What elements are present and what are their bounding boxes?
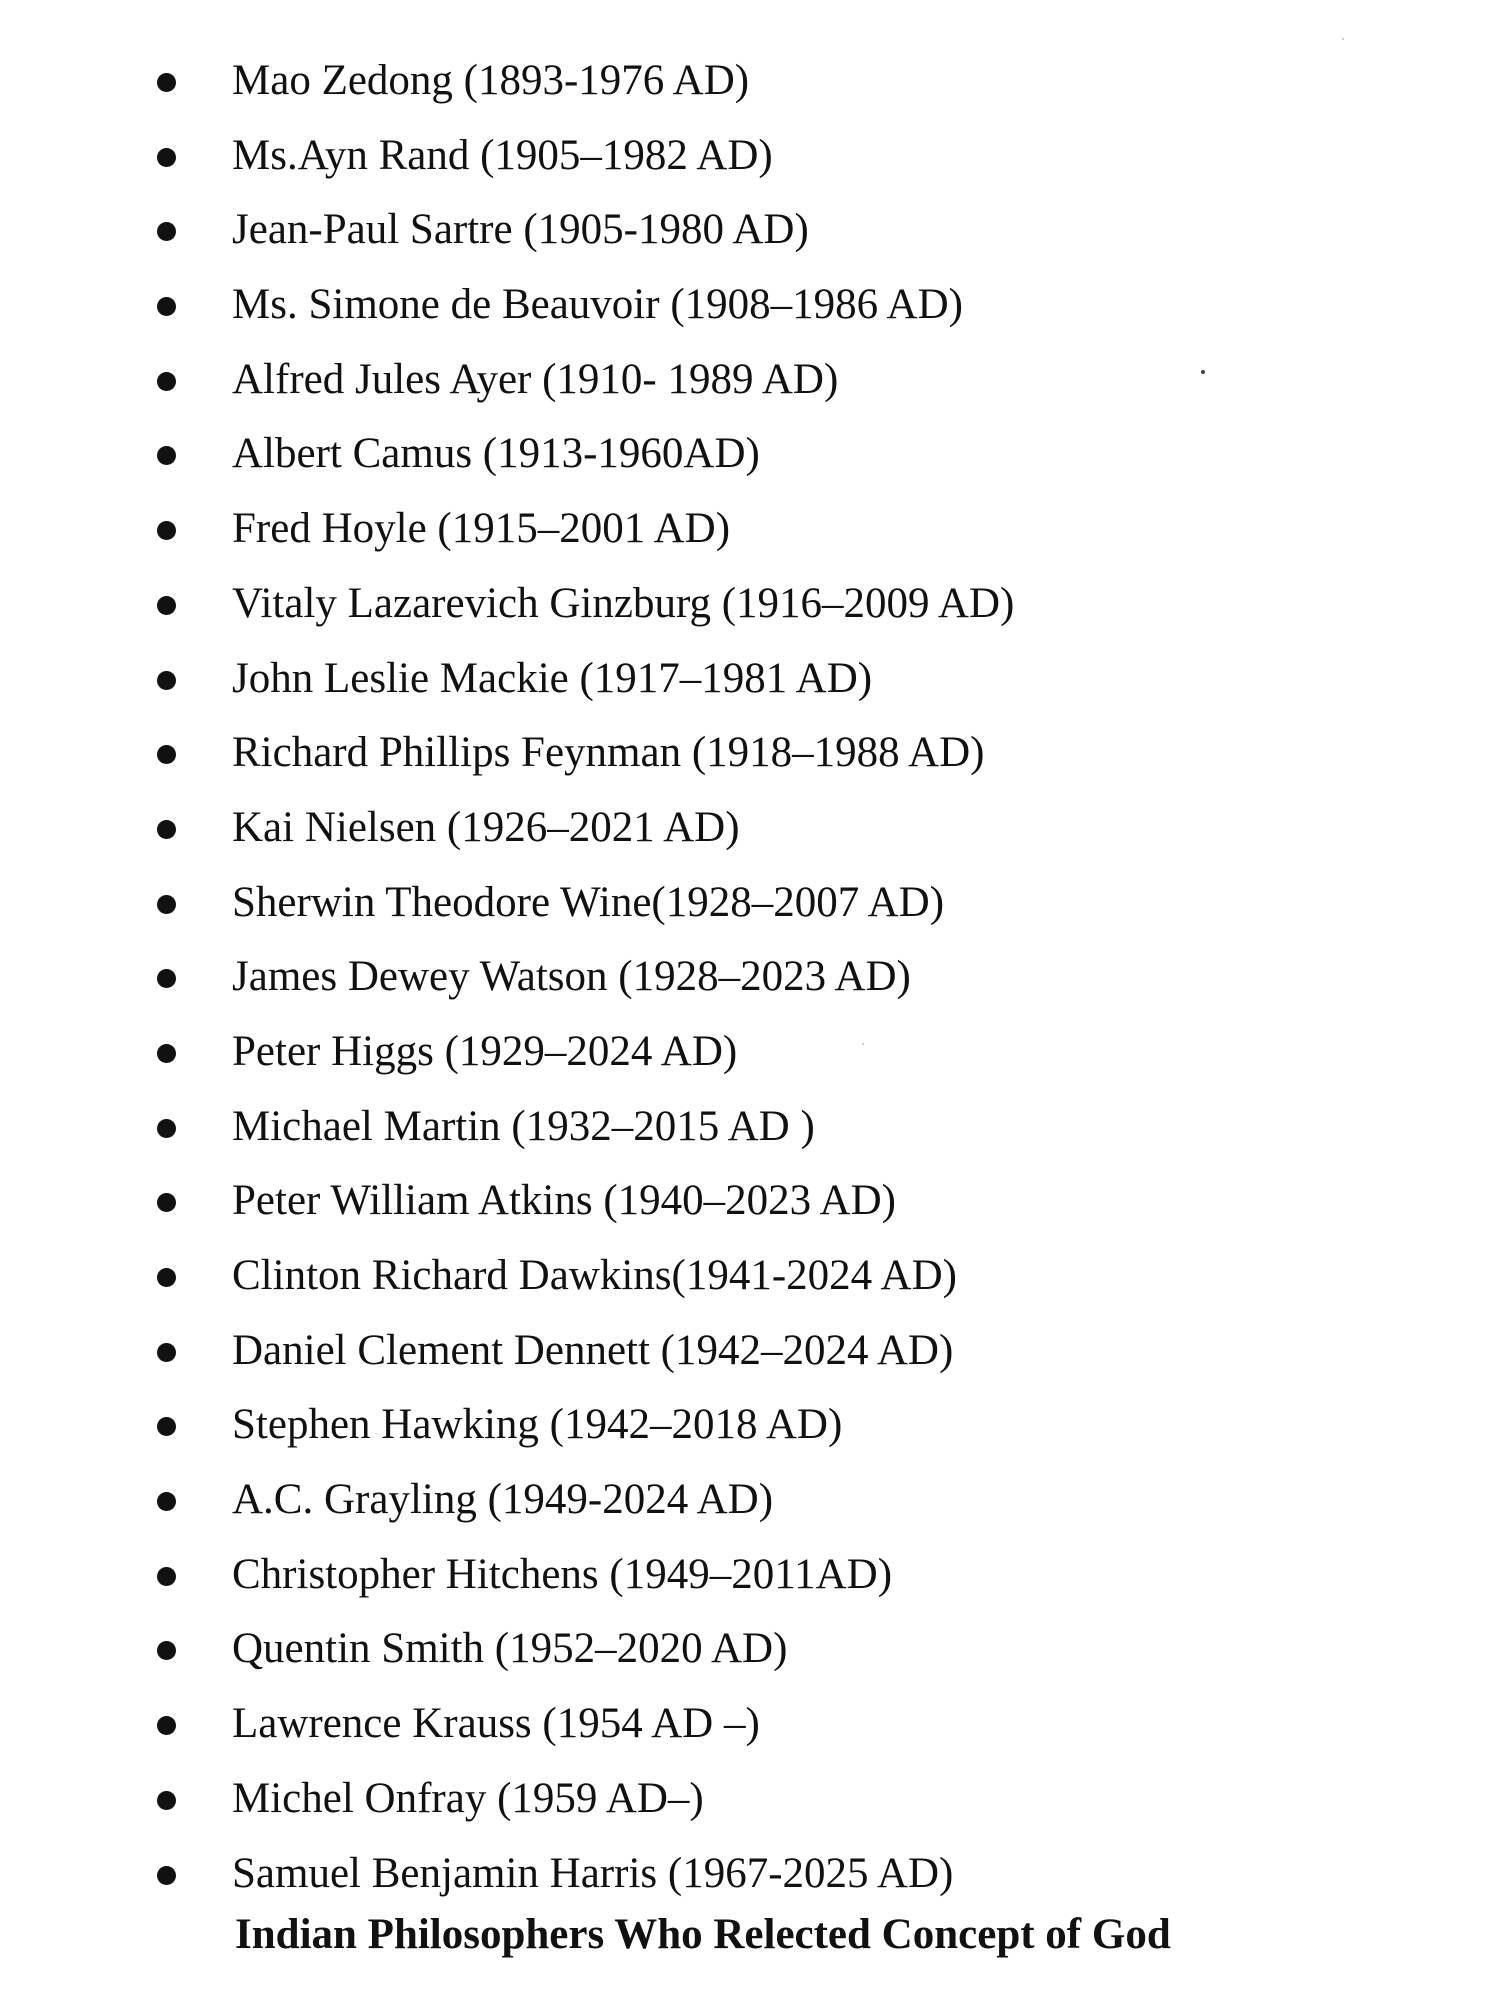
bullet-icon [157, 1268, 176, 1287]
bullet-icon [157, 820, 176, 839]
bullet-icon [157, 1343, 176, 1362]
list-item-label: Quentin Smith (1952–2020 AD) [232, 1625, 788, 1673]
list-item [0, 268, 1500, 343]
list-item-label: Samuel Benjamin Harris (1967-2025 AD) [232, 1849, 954, 1897]
list-item-label: John Leslie Mackie (1917–1981 AD) [232, 654, 873, 702]
list-item-label: Albert Camus (1913-1960AD) [232, 430, 760, 478]
list-item-label: Kai Nielsen (1926–2021 AD) [232, 803, 740, 851]
list-item [0, 791, 1500, 866]
bullet-icon [157, 1716, 176, 1735]
list-item-label: Peter Higgs (1929–2024 AD) [232, 1027, 738, 1075]
list-item-label: Jean-Paul Sartre (1905-1980 AD) [232, 206, 809, 254]
list-item-label: Lawrence Krauss (1954 AD –) [232, 1700, 760, 1748]
list-item [0, 1687, 1500, 1762]
list-item [0, 119, 1500, 194]
list-item [0, 1612, 1500, 1687]
bullet-icon [157, 148, 176, 167]
list-item-label: Alfred Jules Ayer (1910- 1989 AD) [232, 355, 839, 403]
list-item-label: Mao Zedong (1893-1976 AD) [232, 57, 750, 104]
scan-speck [1342, 38, 1344, 40]
bullet-icon [157, 1641, 176, 1660]
list-item [0, 1239, 1500, 1314]
list-item-label: Sherwin Theodore Wine(1928–2007 AD) [232, 878, 945, 926]
list-item-label: Clinton Richard Dawkins(1941-2024 AD) [232, 1252, 957, 1299]
list-item-label: Michel Onfray (1959 AD–) [232, 1774, 704, 1822]
bullet-icon [157, 1119, 176, 1138]
bullet-icon [157, 969, 176, 988]
list-item-label: Vitaly Lazarevich Ginzburg (1916–2009 AD) [232, 579, 1015, 627]
list-item [0, 1463, 1500, 1538]
philosopher-list [0, 44, 1500, 1911]
list-item-label: Ms.Ayn Rand (1905–1982 AD) [232, 131, 773, 179]
list-item [0, 642, 1500, 717]
bullet-icon [157, 521, 176, 540]
list-item [0, 1388, 1500, 1463]
scan-speck [1201, 370, 1205, 374]
bullet-icon [157, 671, 176, 690]
list-item [0, 1762, 1500, 1837]
list-item-label: Michael Martin (1932–2015 AD ) [232, 1102, 815, 1150]
list-item [0, 567, 1500, 642]
list-item-label: Richard Phillips Feynman (1918–1988 AD) [232, 729, 985, 777]
list-item-label: Daniel Clement Dennett (1942–2024 AD) [232, 1326, 954, 1374]
list-item-label: Fred Hoyle (1915–2001 AD) [232, 505, 731, 553]
bullet-icon [157, 1866, 176, 1885]
bullet-icon [157, 1492, 176, 1511]
list-item-label: Ms. Simone de Beauvoir (1908–1986 AD) [232, 281, 963, 329]
list-item [0, 716, 1500, 791]
bullet-icon [157, 745, 176, 764]
section-heading: Indian Philosophers Who Relected Concept of God [235, 1911, 1171, 1958]
list-item [0, 417, 1500, 492]
bullet-icon [157, 1791, 176, 1810]
list-item-label: Christopher Hitchens (1949–2011AD) [232, 1550, 893, 1598]
bullet-icon [157, 446, 176, 465]
list-item [0, 44, 1500, 119]
list-item [0, 866, 1500, 941]
bullet-icon [157, 895, 176, 914]
list-item-label: Peter William Atkins (1940–2023 AD) [232, 1177, 896, 1225]
list-item-label: Stephen Hawking (1942–2018 AD) [232, 1401, 843, 1449]
bullet-icon [157, 596, 176, 615]
list-item [0, 1314, 1500, 1389]
bullet-icon [157, 1567, 176, 1586]
bullet-icon [157, 297, 176, 316]
list-item [0, 1164, 1500, 1239]
list-item [0, 940, 1500, 1015]
bullet-icon [157, 1044, 176, 1063]
list-item [0, 1090, 1500, 1165]
list-item [0, 1538, 1500, 1613]
bullet-icon [157, 372, 176, 391]
list-item-label: A.C. Grayling (1949-2024 AD) [232, 1476, 774, 1524]
list-item [0, 1837, 1500, 1912]
list-item [0, 492, 1500, 567]
list-item [0, 343, 1500, 418]
bullet-icon [157, 1193, 176, 1212]
bullet-icon [157, 222, 176, 241]
list-item [0, 193, 1500, 268]
scan-speck [862, 1043, 864, 1045]
bullet-icon [157, 73, 176, 92]
list-item-label: James Dewey Watson (1928–2023 AD) [232, 953, 911, 1001]
bullet-icon [157, 1417, 176, 1436]
list-item [0, 1015, 1500, 1090]
